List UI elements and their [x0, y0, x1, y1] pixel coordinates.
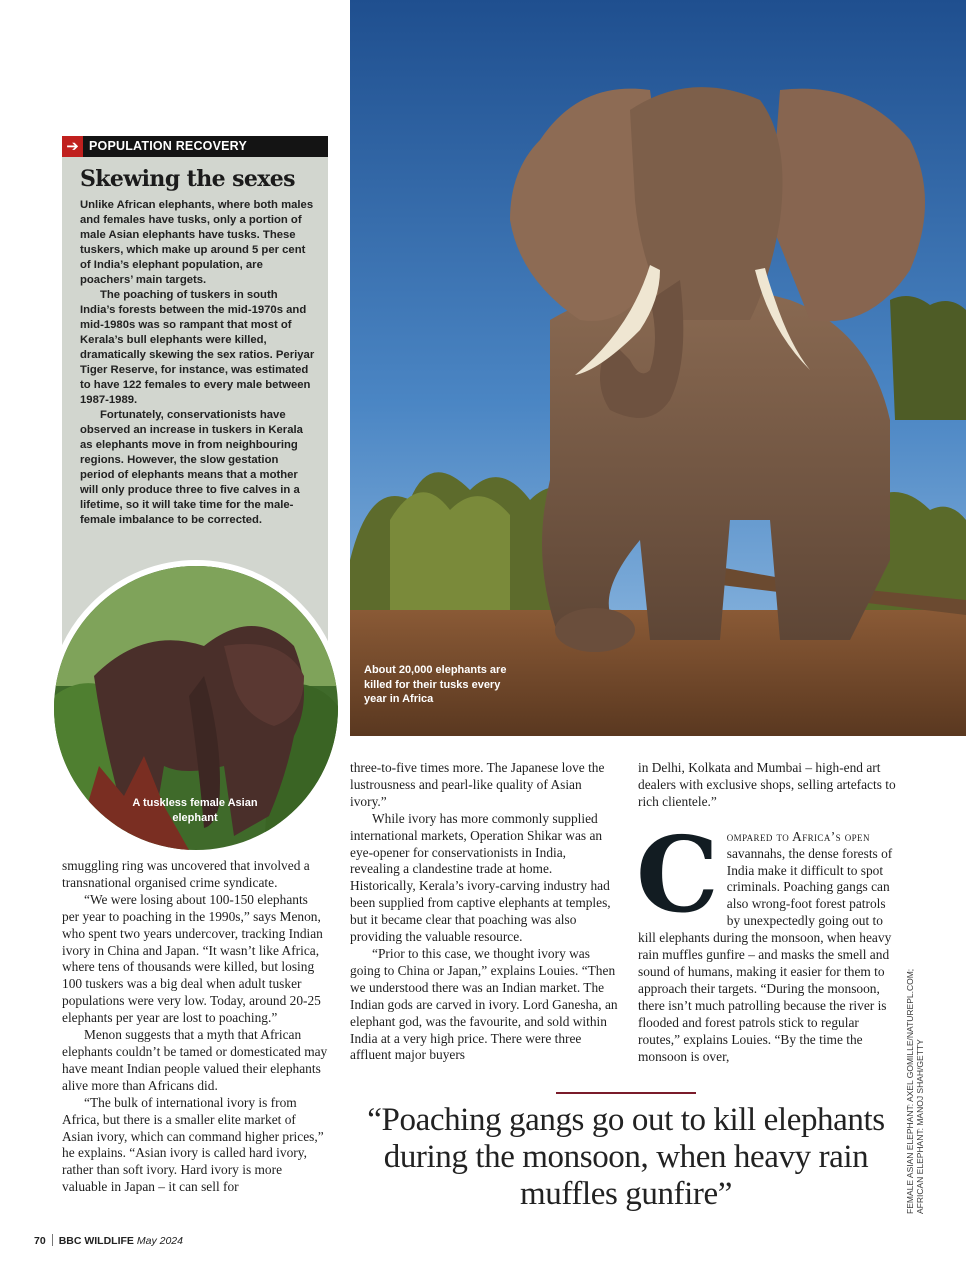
pull-quote-rule [556, 1092, 696, 1094]
pull-quote: “Poaching gangs go out to kill elephants during the monsoon, when heavy rain muffles gunfire” [367, 1102, 885, 1212]
article-column-2 [350, 760, 618, 1064]
sidebar-title: Skewing the sexes [80, 166, 295, 192]
paragraph: While ivory has more commonly supplied international markets, Operation Shikar was an eye-opener for conservationists in India, revealing a clandestine trade at home. Historically, Kerala’s ivory-carving industry had been supplied from captive elephants at temples, but it became clear that poaching was also providing the valuable resource. [350, 810, 611, 945]
african-elephant-photo [350, 0, 966, 736]
paragraph: in Delhi, Kolkata and Mumbai – high-end art dealers with exclusive shops, selling artefacts to rich clientele.” [638, 760, 896, 809]
magazine-name: BBC WILDLIFE [58, 1235, 134, 1247]
sidebar-body [80, 198, 316, 528]
circle-photo-caption: A tuskless female Asian elephant [132, 797, 258, 824]
paragraph: “The bulk of international ivory is from Africa, but there is a smaller elite market of Asian ivory, which can command higher prices,” he explains. “Asian ivory is called hard ivory, rather than soft ivory. Hard ivory is more valuable in Japan – it can sell for [62, 1094, 324, 1195]
paragraph: three-to-five times more. The Japanese love the lustrousness and pearl-like quality of Asian ivory.” [350, 760, 605, 809]
section-tag-label: POPULATION RECOVERY [89, 139, 247, 153]
arrow-right-icon: ➔ [62, 136, 83, 157]
dropcap: C [636, 812, 719, 936]
article-column-3 [638, 760, 900, 1065]
page-number: 70 [34, 1235, 46, 1247]
paragraph: Menon suggests that a myth that African elephants couldn’t be tamed or domesticated may have meant Indian people valued their elephants alive more than Africans did. [62, 1027, 328, 1093]
paragraph: “Prior to this case, we thought ivory was going to China or Japan,” explains Louies. “Then we understood there was an Indian market. The Indian gods are carved in ivory. Lord Ganesha, an elephant god, was the favourite, and sold within India at a very high price. There were three affluent major buyers [350, 945, 618, 1063]
sidebar-paragraph: Unlike African elephants, where both males and females have tusks, only a portion of male Asian elephants have tusks. These tuskers, which make up around 5 per cent of India’s elephant population, are poachers’ main targets. [80, 199, 314, 286]
main-photo-caption: About 20,000 elephants are killed for their tusks every year in Africa [364, 664, 507, 705]
section-tag [62, 136, 328, 157]
paragraph: smuggling ring was uncovered that involved a transnational organised crime syndicate. [62, 858, 310, 890]
folio-divider [52, 1234, 53, 1246]
paragraph: “We were losing about 100-150 elephants per year to poaching in the 1990s,” says Menon, who spent two years undercover, tracking Indian ivory in China and Japan. “It wasn’t like Africa, where tens of thousands were killed, but losing 100 tuskers was a big deal when adult tusker populations were very low. Today, around 20-25 elephants per year are lost to poaching.” [62, 891, 323, 1026]
paragraph-body: savannahs, the dense forests of India make it difficult to spot criminals. Poaching gangs can also wrong-foot forest patrols by unexpectedly going out to kill elephants during the monsoon, when heavy rain muffles gunfire – and masks the smell and sound of humans, making it easier for them to approach their targets. “During the monsoon, there isn’t much patrolling because the river is flooded and forest patrols stick to regular routes,” explains Louies. “By the time the monsoon is over, [638, 845, 893, 1064]
photo-credits [905, 914, 925, 1214]
sidebar-paragraph: The poaching of tuskers in south India’s forests between the mid-1970s and mid-1980s was so rampant that most of Kerala’s bull elephants were killed, dramatically skewing the sex ratios. Periyar Tiger Reserve, for instance, was estimated to have 122 females to every male between 1987-1989. [80, 289, 315, 406]
article-column-1 [62, 858, 328, 1196]
folio [34, 1234, 183, 1247]
issue-date: May 2024 [136, 1235, 183, 1247]
dropcap-paragraph [636, 812, 900, 1066]
credit-line: AFRICAN ELEPHANT: MANOJ SHAH/GETTY [915, 1039, 925, 1214]
lead-in: ompared to Africa’s open [726, 828, 870, 844]
sidebar-paragraph: Fortunately, conservationists have observed an increase in tuskers in Kerala as elephants move in from neighbouring regions. However, the slow gestation period of elephants means that a mother will only produce three to five calves in a lifetime, so it will take time for the male-female imbalance to be corrected. [80, 409, 303, 526]
credit-line: FEMALE ASIAN ELEPHANT: AXEL GOMILLE/NATUREPL.COM; [905, 968, 915, 1214]
